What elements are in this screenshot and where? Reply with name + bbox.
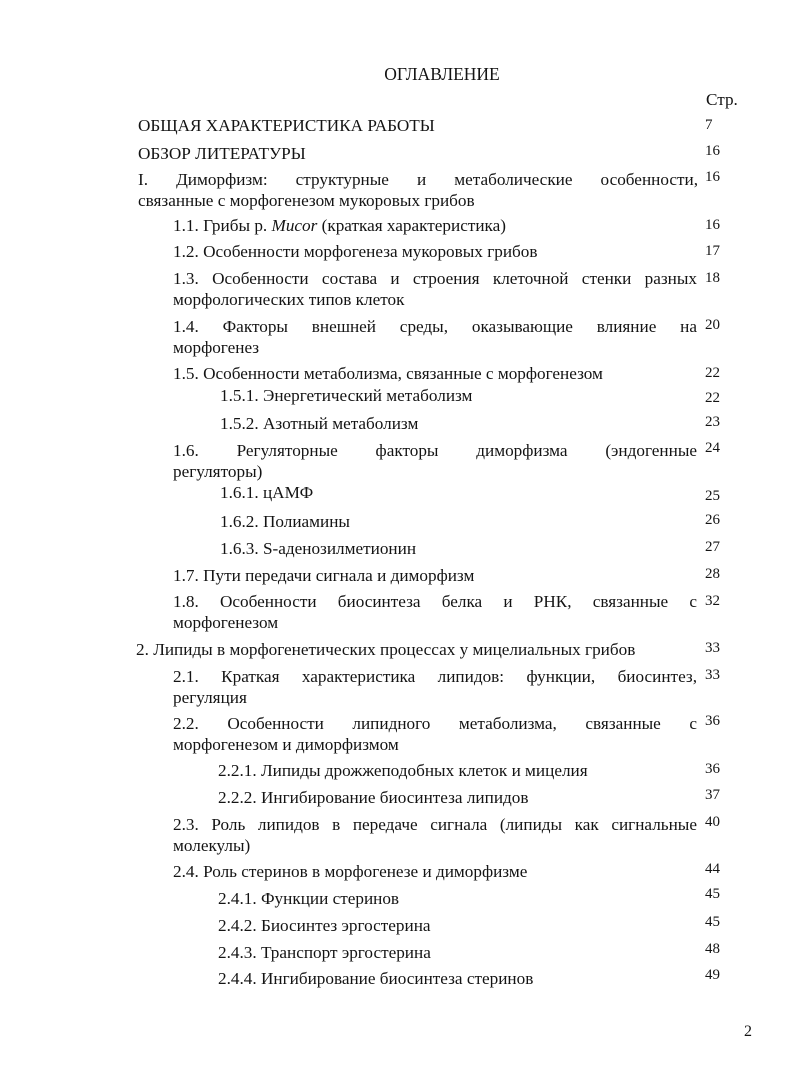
toc-entry-page: 16 [705, 169, 720, 185]
toc-entry-line: 2.2. Особенности липидного метаболизма, связанные с [173, 714, 697, 733]
toc-entry-multiline [173, 814, 697, 856]
toc-entry-page: 16 [705, 217, 720, 233]
toc-entry-suffix: (краткая характеристика) [317, 216, 506, 235]
toc-entry-line: 1.4. Факторы внешней среды, оказывающие влияние на [173, 317, 697, 336]
page-column-label: Стр. [706, 90, 738, 109]
toc-entry-page: 36 [705, 713, 720, 729]
toc-entry-page: 28 [705, 566, 720, 582]
toc-entry-page: 32 [705, 593, 720, 609]
toc-entry-page: 45 [705, 886, 720, 902]
toc-entry-line: 1.6. Регуляторные факторы диморфизма (эндогенные [173, 441, 697, 460]
toc-entry-line: морфогенезом [173, 613, 279, 632]
toc-entry-multiline [173, 666, 697, 708]
toc-entry-page: 23 [705, 414, 720, 430]
toc-entry-text: 2.4.3. Транспорт эргостерина [218, 943, 431, 962]
toc-entry-page: 22 [705, 390, 720, 406]
toc-entry-multiline [173, 440, 697, 482]
toc-entry-page: 26 [705, 512, 720, 528]
toc-entry-text: ОБЗОР ЛИТЕРАТУРЫ [138, 144, 306, 163]
toc-entry-text: 2. Липиды в морфогенетических процессах у мицелиальных грибов [136, 640, 636, 659]
toc-entry-text: ОБЩАЯ ХАРАКТЕРИСТИКА РАБОТЫ [138, 116, 435, 135]
toc-entry-prefix: 1.1. Грибы р. [173, 216, 272, 235]
toc-entry-page: 48 [705, 941, 720, 957]
toc-entry-page: 44 [705, 861, 720, 877]
toc-entry-text: 2.4.2. Биосинтез эргостерина [218, 916, 431, 935]
toc-entry-text: 2.4.4. Ингибирование биосинтеза стеринов [218, 969, 534, 988]
toc-entry-text: 1.5. Особенности метаболизма, связанные с морфогенезом [173, 364, 603, 383]
toc-entry-page: 40 [705, 814, 720, 830]
toc-entry-page: 36 [705, 761, 720, 777]
toc-entry-text: 1.7. Пути передачи сигнала и диморфизм [173, 566, 475, 585]
toc-entry-text: 2.2.1. Липиды дрожжеподобных клеток и мицелия [218, 761, 588, 780]
toc-entry-multiline [173, 591, 697, 633]
toc-heading: ОГЛАВЛЕНИЕ [384, 64, 500, 84]
toc-entry-text: 1.6.2. Полиамины [220, 512, 350, 531]
toc-entry-page: 24 [705, 440, 720, 456]
toc-entry-line: морфологических типов клеток [173, 290, 405, 309]
toc-entry-text: 1.6.1. цАМФ [220, 483, 314, 502]
toc-entry-multiline [138, 169, 698, 211]
toc-entry-line: I. Диморфизм: структурные и метаболические особенности, [138, 170, 698, 189]
toc-entry-text: 1.5.2. Азотный метаболизм [220, 414, 419, 433]
toc-entry-page: 27 [705, 539, 720, 555]
toc-entry-text: 1.2. Особенности морфогенеза мукоровых грибов [173, 242, 538, 261]
toc-entry-text: 2.4. Роль стеринов в морфогенезе и диморфизме [173, 862, 528, 881]
toc-entry-page: 16 [705, 143, 720, 159]
toc-entry-text: 1.5.1. Энергетический метаболизм [220, 386, 473, 405]
toc-entry-page: 25 [705, 488, 720, 504]
toc-entry-text: 2.4.1. Функции стеринов [218, 889, 400, 908]
toc-entry-line: 1.8. Особенности биосинтеза белка и РНК, связанные с [173, 592, 697, 611]
toc-entry-text: 1.6.3. S-аденозилметионин [220, 539, 417, 558]
toc-entry-text: 2.2.2. Ингибирование биосинтеза липидов [218, 788, 529, 807]
toc-entry-page: 7 [705, 117, 713, 133]
toc-entry-line: связанные с морфогенезом мукоровых грибов [138, 191, 475, 210]
toc-entry-page: 49 [705, 967, 720, 983]
toc-entry-page: 22 [705, 365, 720, 381]
toc-entry-page: 18 [705, 270, 720, 286]
toc-entry-page: 17 [705, 243, 720, 259]
toc-entry-line: морфогенезом и диморфизмом [173, 735, 399, 754]
toc-entry-page: 37 [705, 787, 720, 803]
toc-entry-multiline [173, 268, 697, 310]
toc-entry-page: 33 [705, 667, 720, 683]
page-number: 2 [744, 1023, 752, 1040]
toc-entry-text [173, 215, 506, 236]
toc-entry-line: 2.3. Роль липидов в передаче сигнала (липиды как сигнальные [173, 815, 697, 834]
toc-entry-multiline [173, 316, 697, 358]
toc-entry-page: 33 [705, 640, 720, 656]
toc-entry-page: 20 [705, 317, 720, 333]
toc-entry-line: 2.1. Краткая характеристика липидов: функции, биосинтез, [173, 667, 697, 686]
toc-entry-line: регуляция [173, 688, 247, 707]
genus-name: Mucor [271, 216, 318, 235]
toc-entry-multiline [173, 713, 697, 755]
toc-entry-page: 45 [705, 914, 720, 930]
toc-entry-line: молекулы) [173, 836, 251, 855]
toc-entry-line: 1.3. Особенности состава и строения клеточной стенки разных [173, 269, 697, 288]
toc-entry-line: морфогенез [173, 338, 260, 357]
toc-entry-line: регуляторы) [173, 462, 263, 481]
